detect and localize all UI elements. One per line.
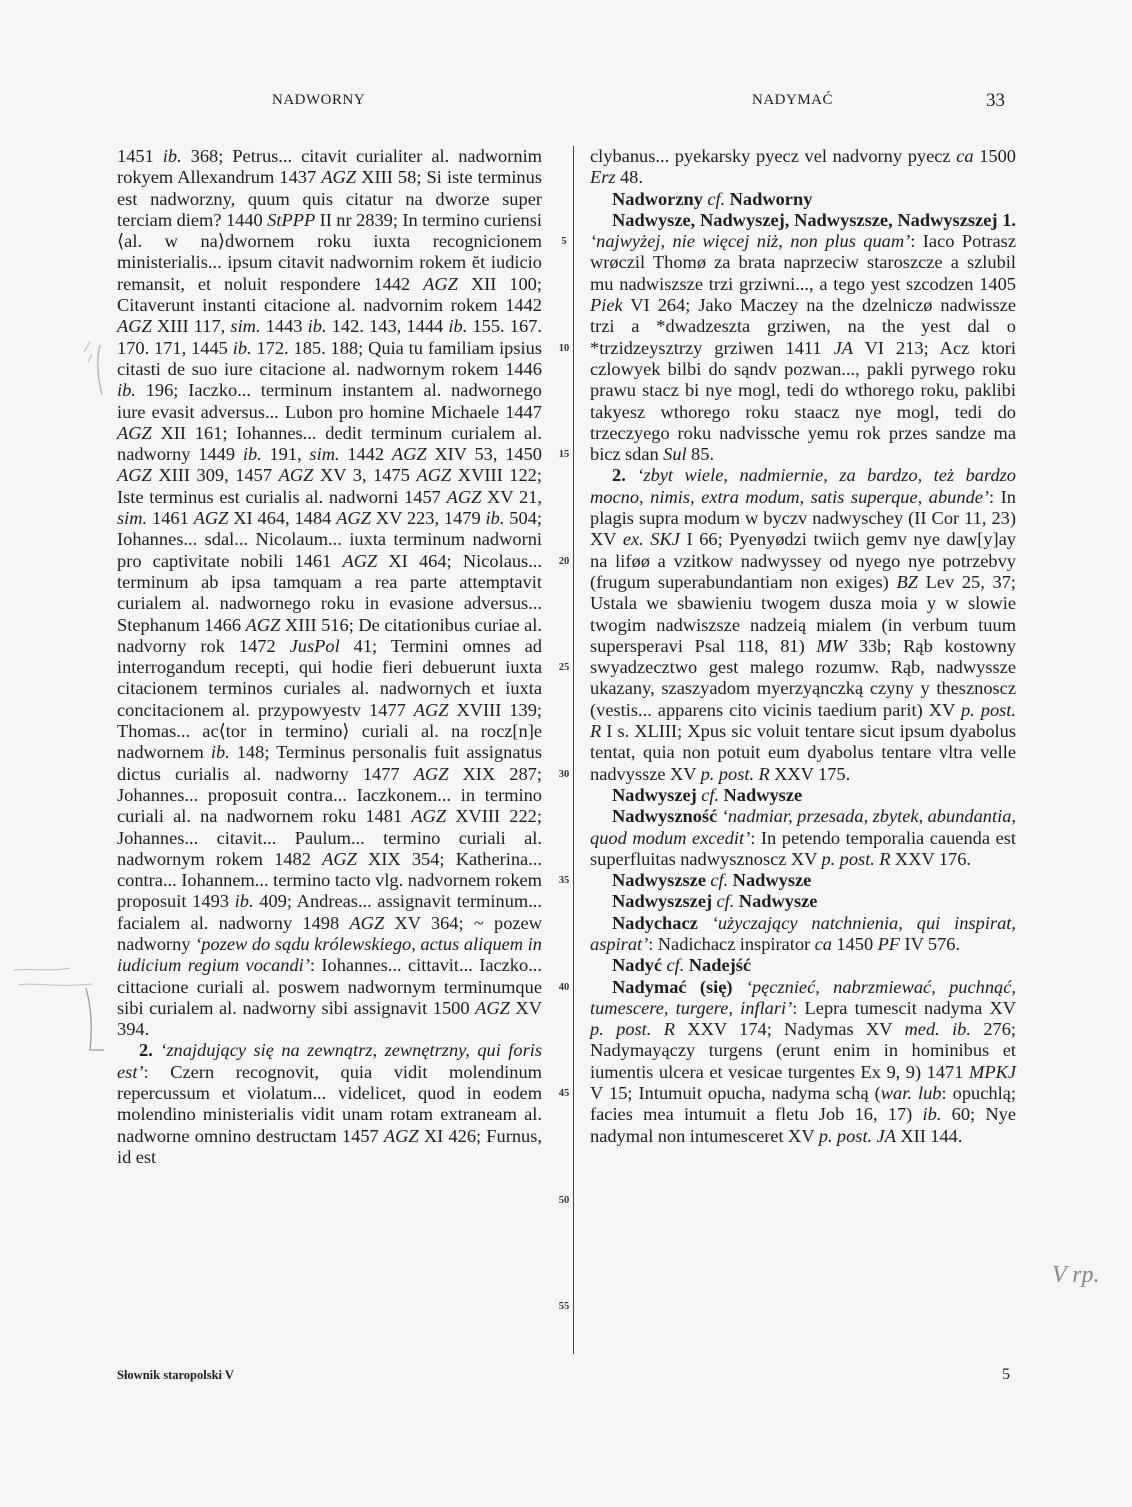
- dictionary-entry: Nadwysze, Nadwyszej, Nadwyszsze, Nadwyszszej 1. ʻnajwyżej, nie więcej niż, non plus quamʼ: Iaco Potrasz wrøczil Thomø za brata naprzeciw staroszcze a szlubil mu nadwiszsze trzi grziwni..., a tego yest szcodzen 1405 Piek VI 264; Jako Maczey na the dzelniczø nadwissze trzi a *dwadzeszta grziwen, na the yest dal o *trzidzeysztrzy grziwen 1411 JA VI 213; Acz ktori czlowyek bilbi do sąndv pozwan..., pakli pyrwego roku prawu stacz bi nye mogl, tedi do wthorego roku, paklibi takyesz wthorego roku staacz nye mogl, tedi do trzeczyego roku nadvissche yemu rok przes sandze ma bicz sdan Sul 85.: [590, 209, 1016, 465]
- dictionary-entry: Nadwyszszej cf. Nadwysze: [612, 891, 818, 912]
- dictionary-entry: 2. ʻznajdujący się na zewnątrz, zewnętrzny, qui foris estʼ: Czern recognovit, quia vidit molendinum repercussum et violatum... videlicet, quod in eodem molendino ministerialis vidit unam rotam extraneam al. nadworne omnino destructam 1457 AGZ XI 426; Furnus, id est: [117, 1040, 542, 1167]
- dictionary-entry: Nadychacz ʻużyczający natchnienia, qui inspirat, aspiratʼ: Nadichacz inspirator ca 1450 PF IV 576.: [590, 912, 1016, 954]
- line-number: 10: [558, 342, 570, 354]
- line-number: 30: [558, 768, 570, 780]
- handwritten-margin-note: V rp.: [1052, 1262, 1100, 1288]
- footer-signature: Słownik staropolski V: [117, 1368, 234, 1382]
- line-number: 5: [561, 236, 567, 248]
- dictionary-entry: clybanus... pyekarsky pyecz vel nadvorny pyecz ca 1500 Erz 48.: [590, 146, 1016, 188]
- line-number: 50: [558, 1194, 570, 1206]
- line-number: 35: [558, 875, 570, 887]
- line-number: 40: [558, 981, 570, 993]
- header-left-headword: NADWORNY: [272, 92, 366, 108]
- dictionary-entry: Nadymać (się) ʻpęcznieć, nabrzmiewać, puchnąć, tumescere, turgere, inflariʼ: Lepra tumescit nadyma XV p. post. R XXV 174; Nadymas XV med. ib. 276; Nadymayączy turgens (erunt enim in hominibus et iumentis ulcera et vesicae turgentes Ex 9, 9) 1471 MPKJ V 15; Intumuit opucha, nadyma schą (war. lub: opuchlą; facies mea intumuit a fletu Job 16, 17) ib. 60; Nye nadymal non intumesceret XV p. post. JA XII 144.: [590, 976, 1017, 1146]
- dictionary-entry: Nadyć cf. Nadejść: [612, 955, 752, 976]
- line-number: 25: [558, 662, 570, 674]
- page-number: 33: [986, 90, 1005, 111]
- line-number: 15: [558, 449, 570, 461]
- footer-sheet-number: 5: [1002, 1366, 1010, 1383]
- line-number: 55: [558, 1301, 570, 1313]
- line-number: 45: [558, 1088, 570, 1100]
- dictionary-entry: 2. ʻzbyt wiele, nadmiernie, za bardzo, też bardzo mocno, nimis, extra modum, satis superque, abundeʼ: In plagis supra modum w byczv nadwyschey (II Cor 11, 23) XV ex. SKJ I 66; Pyenyødzi twiich gemv nye daw[y]ay na liføø a vzitkow nadwyssey od nyego nye potrzebvy (frugum superabundantiam non exiges) BZ Lev 25, 37; Ustala we sbawieniu twogem dusza moia y w slowie twogim nadwiszsze nadzeią mialem (in verbum tuum supersperavi Psal 118, 81) MW 33b; Rąb kostowny swyadzecztwo gest malego rozumw. Rąb, nadwyssze ukazany, szaszyadom myerzyąnczką czyny y thesznoscz (vestis... apparens cito vicinis taedium parit) XV p. post. R I s. XLIII; Xpus sic voluit tentare sicut ipsum dyabolus tentat, quia non potuit eum dyabolus tentare vltra velle nadvyssze XV p. post. R XXV 175.: [590, 465, 1017, 784]
- dictionary-entry: Nadwyszej cf. Nadwysze: [612, 784, 803, 805]
- header-right-headword: NADYMAĆ: [752, 92, 834, 108]
- dictionary-entry: Nadwyszność ʻnadmiar, przesada, zbytek, abundantia, quod modum exceditʼ: In petendo temporalia cauenda est superfluitas nadwysznoscz XV p. post. R XXV 176.: [590, 806, 1016, 869]
- dictionary-entry: Nadwyszsze cf. Nadwysze: [612, 870, 812, 891]
- dictionary-entry: 1451 ib. 368; Petrus... citavit curialiter al. nadwornim rokyem Allexandrum 1437 AGZ XIII 58; Si iste terminus est nadworzny, quum quis citatur na dworze super terciam diem? 1440 StPPP II nr 2839; In termino curiensi ⟨al. w na⟩dwornem roku iuxta recognicionem ministerialis... ipsum citavit nadwornim rokem ĕt iudicio remansit, et noluit respondere 1442 AGZ XII 100; Citaverunt instanti citacione al. nadvornim rokem 1442 AGZ XIII 117, sim. 1443 ib. 142. 143, 1444 ib. 155. 167. 170. 171, 1445 ib. 172. 185. 188; Quia tu familiam ipsius citasti de suo iure citacione al. nadwornym rokem 1446 ib. 196; Iaczko... terminum instantem al. nadwornego iure evasit adversus... Lubon pro homine Michaele 1447 AGZ XII 161; Iohannes... dedit terminum curialem al. nadworny 1449 ib. 191, sim. 1442 AGZ XIV 53, 1450 AGZ XIII 309, 1457 AGZ XV 3, 1475 AGZ XVIII 122; Iste terminus est curialis al. nadworni 1457 AGZ XV 21, sim. 1461 AGZ XI 464, 1484 AGZ XV 223, 1479 ib. 504; Iohannes... sdal... Nicolaum... iuxta terminum nadworni pro captivitate nobili 1461 AGZ XI 464; Nicolaus... terminum ab ipsa tamquam a rea parte attemptavit curialem al. nadwornego roku in evasione adversus... Stephanum 1466 AGZ XIII 516; De citationibus curiae al. nadvorny rok 1472 JusPol 41; Termini omnes ad interrogandum recepti, qui hodie fieri debuerunt iuxta citacionem terminos curiales al. nadwornych et iuxta concitacionem al. przypowyestv 1477 AGZ XVIII 139; Thomas... ac⟨tor in termino⟩ curiali al. na rocz[n]e nadwornem ib. 148; Terminus personalis fuit assignatus dictus curialis al. nadworny 1477 AGZ XIX 287; Johannes... proposuit contra... Iaczkonem... in termino curiali al. na nadwornem roku 1481 AGZ XVIII 222; Johannes... citavit... Paulum... termino curiali al. nadwornym rokem 1482 AGZ XIX 354; Katherina... contra... Iohannem... termino tacto vlg. nadvornem rokem proposuit 1493 ib. 409; Andreas... assignavit terminum... facialem al. nadworny 1498 AGZ XV 364; ~ pozew nadworny ʻpozew do sądu królewskiego, actus aliquem in iudicium regium vocandiʼ: Iohannes... cittavit... Iaczko... cittacione curiali al. poswem nadwornym terminumque sibi curialem al. nadworny sibi assignavit 1500 AGZ XV 394.: [117, 146, 543, 1040]
- line-number: 20: [558, 555, 570, 567]
- dictionary-entry: Nadworzny cf. Nadworny: [612, 188, 813, 209]
